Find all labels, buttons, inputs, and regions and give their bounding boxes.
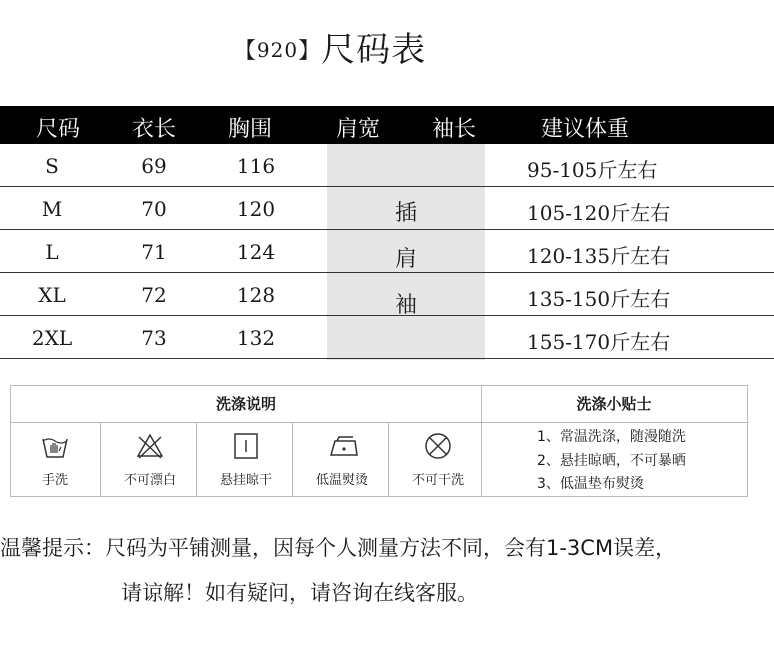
care-tips-list: [537, 426, 686, 497]
header-length: 衣长: [132, 117, 177, 142]
note-line-1: 温馨提示：尺码为平铺测量，因每个人测量方法不同，会有1-3CM误差，: [0, 536, 677, 560]
table-header: [0, 106, 774, 144]
care-tip: 2、悬挂晾晒，不可暴晒: [537, 452, 686, 469]
care-item: 不可干洗: [390, 423, 486, 496]
page-title: 【920】尺码表: [233, 30, 427, 70]
care-tips-title: 洗涤小贴士: [576, 395, 652, 413]
header-shoulder: 肩宽: [336, 117, 381, 142]
note-line-2: 请谅解！如有疑问，请咨询在线客服。: [121, 581, 478, 605]
care-item: 低温熨烫: [294, 423, 390, 496]
care-box: [10, 385, 748, 497]
care-item: 不可漂白: [102, 423, 198, 496]
table-row: XL 72 128 135-150斤左右: [0, 273, 774, 316]
no-bleach-icon: [135, 431, 165, 461]
table-row: 2XL 73 132 155-170斤左右: [0, 316, 774, 359]
hang-dry-icon: [231, 431, 261, 461]
header-sleeve: 袖长: [432, 117, 477, 142]
sleeve-note-cell: 插 肩 袖: [327, 144, 485, 360]
care-tip: 3、低温垫布熨烫: [537, 476, 644, 492]
table-row: L 71 124 120-135斤左右: [0, 230, 774, 273]
care-item: 手洗: [7, 423, 103, 496]
no-dry-clean-icon: [423, 431, 453, 461]
size-table: [0, 106, 774, 359]
table-row: S 69 116 95-105斤左右: [0, 144, 774, 187]
care-instructions-title: 洗涤说明: [215, 395, 276, 413]
hand-wash-icon: [40, 431, 70, 461]
header-chest: 胸围: [228, 117, 273, 142]
table-row: M 70 120 105-120斤左右: [0, 187, 774, 230]
low-iron-icon: [327, 431, 361, 461]
care-tip: 1、常温洗涤，随漫随洗: [537, 429, 686, 445]
header-size: 尺码: [36, 117, 81, 142]
care-item: 悬挂晾干: [198, 423, 294, 496]
header-weight: 建议体重: [541, 117, 630, 142]
